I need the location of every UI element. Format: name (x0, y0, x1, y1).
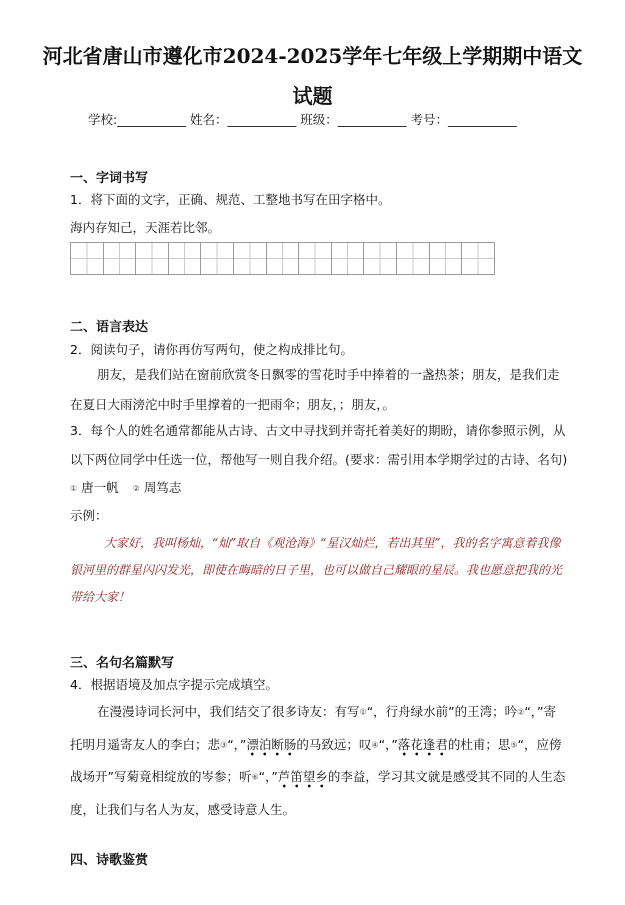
grid-cell[interactable] (364, 243, 397, 274)
blank-4-marker[interactable]: ④ (371, 740, 379, 749)
text-run: “，” (258, 769, 278, 784)
question-2-paragraph: 朋友，是我们站在窗前欣赏冬日飘零的雪花时手中捧着的一盏热茶；朋友，是我们走在夏日大雨滂沱中时手里撑着的一把雨伞；朋友，；朋友，。 (70, 367, 560, 412)
text-run: “，行舟绿水前”的王湾；吟 (366, 704, 518, 719)
text-run: 的杜甫；思 (447, 736, 511, 752)
copy-text: 海内存知己，天涯若比邻。 (70, 220, 221, 235)
option-b-marker: ② (132, 484, 140, 493)
example-label: 示例： (70, 508, 108, 523)
question-2: 2．阅读句子，请你再仿写两句，使之构成排比句。 (70, 342, 353, 357)
exam-number-field[interactable]: 考号：___________ (410, 112, 517, 127)
class-field[interactable]: 班级：___________ (300, 112, 407, 127)
grid-cell[interactable] (234, 243, 267, 274)
section-heading-1: 一、字词书写 (70, 171, 149, 186)
question-4: 4．根据语境及加点字提示完成填空。 (70, 677, 278, 692)
text-run: 在漫漫诗词长河中，我们结交了很多诗友：有写 (97, 704, 360, 719)
text-run: “，” (378, 736, 398, 752)
text-run: “，” (227, 736, 247, 752)
grid-cell[interactable] (332, 243, 365, 274)
text-run: 的李益，学习其文就是感受其不同的人生态度，让我们与名人为友，感受诗意人生。 (70, 769, 566, 817)
grid-cell[interactable] (169, 243, 202, 274)
blank-5-marker[interactable]: ⑤ (510, 740, 518, 749)
question-4-paragraph (70, 696, 568, 826)
question-1: 1．将下面的文字，正确、规范、工整地书写在田字格中。 (70, 192, 391, 207)
section-heading-4: 四、诗歌鉴赏 (70, 853, 149, 868)
grid-cell[interactable] (299, 243, 332, 274)
grid-cell[interactable] (397, 243, 430, 274)
question-3: 3．每个人的姓名通常都能从古诗、古文中寻找到并寄托着美好的期盼，请你参照示例，从以下两位同学中任选一位，帮他写一则自我介绍。(要求：需引用本学期学过的古诗、名句) (70, 423, 568, 467)
grid-cell[interactable] (136, 243, 169, 274)
dotted-hint: 芦笛望乡 (278, 769, 328, 788)
school-field[interactable]: 学校:___________ (88, 112, 186, 127)
dotted-hint: 落花逢君 (398, 737, 448, 756)
grid-cell[interactable] (430, 243, 463, 274)
page-title: 河北省唐山市遵化市2024-2025学年七年级上学期期中语文试题 (42, 44, 583, 108)
grid-cell[interactable] (201, 243, 234, 274)
blank-3-marker[interactable]: ③ (220, 740, 228, 749)
dotted-hint: 漂泊断肠 (246, 737, 296, 756)
text-run: “，”寄托明月遥寄友人的李白；悲 (70, 704, 557, 752)
tianzige-grid[interactable] (70, 242, 495, 275)
blank-6-marker[interactable]: ⑥ (251, 772, 259, 782)
option-a[interactable]: 唐一帆 (81, 480, 119, 495)
question-3-options (70, 478, 570, 496)
text-run: “，应傍战场开”写菊竟相绽放的岑参；听 (70, 736, 562, 784)
blank-1-marker[interactable]: ① (359, 707, 367, 717)
student-info-line (88, 110, 517, 128)
grid-cell[interactable] (104, 243, 137, 274)
option-a-marker: ① (70, 484, 78, 493)
text-run: 的马致远；叹 (296, 736, 372, 752)
option-b[interactable]: 周笃志 (143, 480, 182, 495)
section-heading-2: 二、语言表达 (70, 320, 149, 335)
section-heading-3: 三、名句名篇默写 (70, 656, 175, 671)
example-text: 大家好，我叫杨灿，“灿”取自《观沧海》“星汉灿烂，若出其里”，我的名字寓意着我像银河里的群星闪闪发光，即使在晦暗的日子里，也可以做自己耀眼的星辰。我也愿意把我的光带给大家！ (70, 536, 563, 604)
name-field[interactable]: 姓名：___________ (189, 112, 297, 127)
grid-cell[interactable] (267, 243, 300, 274)
blank-2-marker[interactable]: ② (517, 707, 525, 717)
grid-cell[interactable] (71, 243, 104, 274)
grid-cell[interactable] (462, 243, 494, 274)
